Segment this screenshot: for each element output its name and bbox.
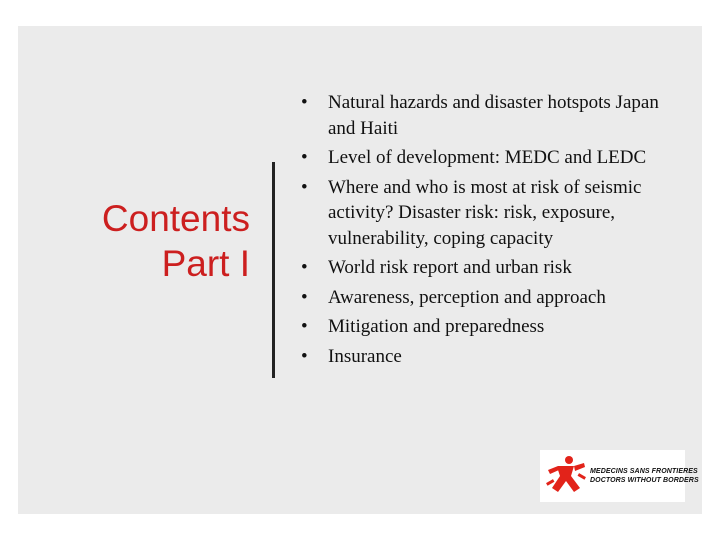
title-line-2: Part I [161, 243, 250, 284]
list-item-text: Level of development: MEDC and LEDC [328, 147, 647, 168]
list-item [301, 175, 661, 252]
list-item [301, 145, 661, 171]
list-item-text: Insurance [328, 345, 402, 367]
list-item-text: Natural hazards and disaster hotspots Japan and Haiti [328, 92, 659, 139]
list-item [301, 90, 661, 141]
contents-list [301, 90, 661, 373]
bullet-marker: • [301, 176, 308, 198]
logo-line-2: DOCTORS WITHOUT BORDERS [590, 477, 699, 484]
bullet-marker: • [301, 316, 308, 337]
msf-running-figure-icon [544, 454, 588, 498]
bullet-marker: • [301, 92, 308, 113]
title-line-1: Contents [101, 198, 250, 239]
list-item-text: World risk report and urban risk [328, 257, 572, 278]
list-item [301, 285, 661, 311]
list-item-text: Awareness, perception and approach [328, 286, 606, 308]
vertical-divider [272, 162, 275, 378]
list-item [301, 255, 661, 281]
slide-title [40, 196, 250, 286]
list-item [301, 344, 661, 370]
list-item [301, 314, 661, 340]
bullet-marker: • [301, 257, 308, 278]
logo-line-1: MEDECINS SANS FRONTIERES [590, 468, 698, 475]
msf-logo-text [590, 467, 699, 485]
bullet-marker: • [301, 345, 308, 367]
bullet-marker: • [301, 147, 308, 168]
msf-logo [540, 450, 699, 502]
list-item-text: Mitigation and preparedness [328, 316, 545, 337]
bullet-marker: • [301, 286, 308, 308]
list-item-text: Where and who is most at risk of seismic activity? Disaster risk: risk, exposure, vulnerability, coping capacity [328, 176, 642, 249]
